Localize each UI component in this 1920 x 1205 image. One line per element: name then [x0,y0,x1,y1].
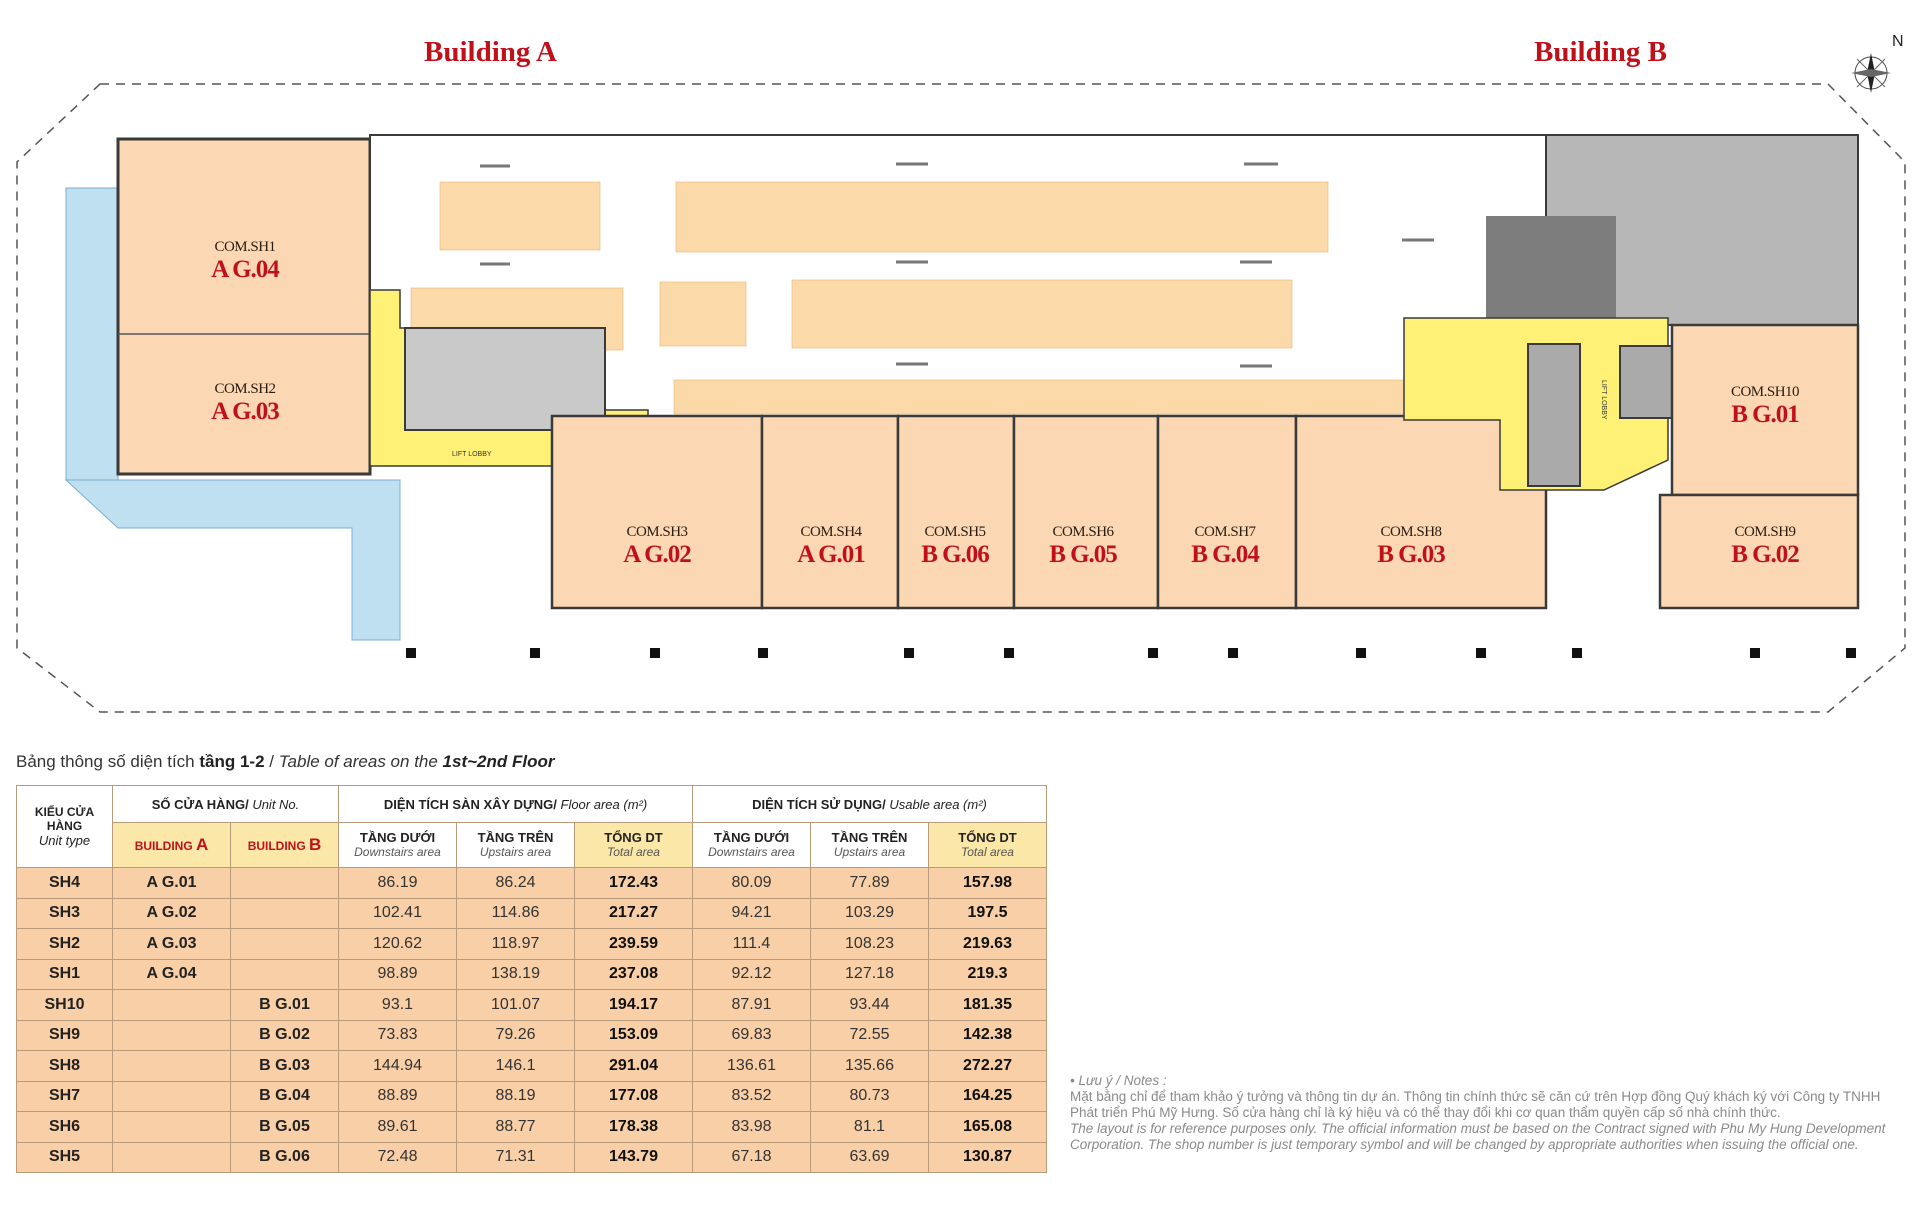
row-usable-upstairs: 93.44 [811,990,929,1021]
row-building-b-unit: B G.06 [231,1142,339,1173]
header-usable-area: DIỆN TÍCH SỬ DỤNG/ Usable area (m²) [693,786,1047,823]
unit-label-sh10: COM.SH10 B G.01 [1730,384,1800,428]
unit-label-sh2: COM.SH2 A G.03 [211,381,279,425]
row-floor-upstairs: 88.77 [457,1112,575,1143]
row-floor-downstairs: 93.1 [339,990,457,1021]
row-unit-type: SH7 [17,1081,113,1112]
table-row [17,990,1047,1021]
row-unit-type: SH2 [17,929,113,960]
row-unit-type: SH6 [17,1112,113,1143]
row-building-a-unit: A G.02 [113,898,231,929]
row-building-b-unit [231,929,339,960]
unit-label-sh7: COM.SH7 B G.04 [1191,524,1259,568]
columns [406,648,1856,658]
row-floor-upstairs: 118.97 [457,929,575,960]
row-usable-downstairs: 80.09 [693,868,811,899]
unit-label-sh5: COM.SH5 B G.06 [921,524,989,568]
header-usable-total: TỔNG DT Total area [929,823,1047,868]
header-floor-upstairs: TẦNG TRÊN Upstairs area [457,823,575,868]
table-row [17,1051,1047,1082]
row-floor-total: 153.09 [575,1020,693,1051]
unit-label-sh4: COM.SH4 A G.01 [797,524,865,568]
row-floor-total: 143.79 [575,1142,693,1173]
row-usable-total: 219.3 [929,959,1047,990]
row-usable-downstairs: 69.83 [693,1020,811,1051]
row-usable-total: 157.98 [929,868,1047,899]
row-floor-upstairs: 86.24 [457,868,575,899]
row-unit-type: SH3 [17,898,113,929]
row-floor-total: 217.27 [575,898,693,929]
unit-label-sh9: COM.SH9 B G.02 [1731,524,1799,568]
lift-lobby-a-label: LIFT LOBBY [452,451,492,458]
row-usable-upstairs: 81.1 [811,1112,929,1143]
lift-lobby-b-label: LIFT LOBBY [1600,380,1607,420]
caption-vi-bold: tầng 1-2 [199,752,265,771]
row-building-a-unit [113,1142,231,1173]
row-building-a-unit: A G.04 [113,959,231,990]
row-unit-type: SH1 [17,959,113,990]
header-unit-type: KIỂU CỬA HÀNG Unit type [17,786,113,868]
header-floor-area: DIỆN TÍCH SÀN XÂY DỰNG/ Floor area (m²) [339,786,693,823]
row-usable-downstairs: 87.91 [693,990,811,1021]
unit-label-sh8: COM.SH8 B G.03 [1377,524,1445,568]
row-building-a-unit [113,1051,231,1082]
row-floor-total: 239.59 [575,929,693,960]
row-floor-downstairs: 102.41 [339,898,457,929]
core-b-lifts [1620,346,1672,418]
compass-north-label: N [1892,33,1904,50]
row-floor-upstairs: 138.19 [457,959,575,990]
row-floor-total: 178.38 [575,1112,693,1143]
table-row [17,1081,1047,1112]
row-usable-downstairs: 111.4 [693,929,811,960]
row-building-a-unit: A G.01 [113,868,231,899]
row-building-a-unit [113,1081,231,1112]
row-floor-upstairs: 88.19 [457,1081,575,1112]
row-floor-downstairs: 98.89 [339,959,457,990]
caption-sep: / [264,752,279,771]
row-floor-upstairs: 101.07 [457,990,575,1021]
header-usable-upstairs: TẦNG TRÊN Upstairs area [811,823,929,868]
header-usable-downstairs: TẦNG DƯỚI Downstairs area [693,823,811,868]
row-floor-downstairs: 89.61 [339,1112,457,1143]
row-floor-total: 172.43 [575,868,693,899]
row-usable-upstairs: 127.18 [811,959,929,990]
stair-b [1528,344,1580,486]
areas-table [16,785,1047,1173]
header-floor-downstairs: TẦNG DƯỚI Downstairs area [339,823,457,868]
row-building-b-unit: B G.04 [231,1081,339,1112]
row-floor-total: 291.04 [575,1051,693,1082]
row-usable-total: 197.5 [929,898,1047,929]
row-usable-upstairs: 103.29 [811,898,929,929]
row-usable-total: 181.35 [929,990,1047,1021]
notes [1070,1073,1910,1153]
row-usable-total: 142.38 [929,1020,1047,1051]
row-usable-downstairs: 67.18 [693,1142,811,1173]
row-usable-upstairs: 72.55 [811,1020,929,1051]
row-usable-total: 272.27 [929,1051,1047,1082]
row-building-b-unit [231,959,339,990]
row-building-b-unit: B G.02 [231,1020,339,1051]
row-building-b-unit: B G.03 [231,1051,339,1082]
row-floor-downstairs: 73.83 [339,1020,457,1051]
row-usable-downstairs: 83.98 [693,1112,811,1143]
notes-vi: Mặt bằng chỉ để tham khảo ý tưởng và thông tin dự án. Thông tin chính thức sẽ căn cứ trên Hợp đồng Quý khách ký với Công ty TNHH Phát triển Phú Mỹ Hưng. Số cửa hàng chỉ là ký hiệu và có thể thay đổi khi cơ quan thẩm quyền cấp số nhà chính thức. [1070,1089,1881,1120]
unit-label-sh6: COM.SH6 B G.05 [1049,524,1117,568]
header-building-b: BUILDING B [231,823,339,868]
core-a [405,328,605,430]
table-row [17,1020,1047,1051]
row-usable-total: 164.25 [929,1081,1047,1112]
row-usable-downstairs: 83.52 [693,1081,811,1112]
row-usable-upstairs: 77.89 [811,868,929,899]
bottom-shops [552,416,1546,608]
row-floor-total: 237.08 [575,959,693,990]
row-floor-downstairs: 86.19 [339,868,457,899]
row-unit-type: SH8 [17,1051,113,1082]
building-a-title: Building A [424,36,557,68]
row-usable-upstairs: 108.23 [811,929,929,960]
row-unit-type: SH10 [17,990,113,1021]
row-floor-downstairs: 144.94 [339,1051,457,1082]
row-floor-upstairs: 79.26 [457,1020,575,1051]
row-floor-upstairs: 114.86 [457,898,575,929]
unit-label-sh3: COM.SH3 A G.02 [623,524,691,568]
row-building-a-unit [113,990,231,1021]
row-building-b-unit [231,868,339,899]
header-unit-no: SỐ CỬA HÀNG/ Unit No. [113,786,339,823]
row-usable-total: 219.63 [929,929,1047,960]
row-usable-upstairs: 135.66 [811,1051,929,1082]
unit-label-sh1: COM.SH1 A G.04 [211,239,279,283]
caption-en: Table of areas on the [278,752,443,771]
table-row [17,868,1047,899]
header-building-a: BUILDING A [113,823,231,868]
core-b-dark [1486,216,1616,320]
row-floor-upstairs: 71.31 [457,1142,575,1173]
row-unit-type: SH4 [17,868,113,899]
row-building-b-unit: B G.01 [231,990,339,1021]
table-row [17,898,1047,929]
notes-title: • Lưu ý / Notes : [1070,1073,1167,1088]
row-floor-total: 177.08 [575,1081,693,1112]
row-usable-upstairs: 63.69 [811,1142,929,1173]
row-floor-total: 194.17 [575,990,693,1021]
header-floor-total: TỔNG DT Total area [575,823,693,868]
table-row [17,959,1047,990]
notes-en: The layout is for reference purposes only. The official information must be based on the Contract signed with Phu My Hung Development Corporation. The shop number is just temporary symbol and will be changed by appropriate authorities when issuing the official one. [1070,1121,1886,1152]
row-floor-downstairs: 88.89 [339,1081,457,1112]
caption-en-bold: 1st~2nd Floor [442,752,555,771]
caption-vi: Bảng thông số diện tích [16,752,200,771]
row-floor-downstairs: 120.62 [339,929,457,960]
row-building-b-unit: B G.05 [231,1112,339,1143]
row-unit-type: SH9 [17,1020,113,1051]
row-building-a-unit [113,1020,231,1051]
row-usable-downstairs: 94.21 [693,898,811,929]
row-usable-downstairs: 92.12 [693,959,811,990]
row-unit-type: SH5 [17,1142,113,1173]
table-row [17,1142,1047,1173]
row-floor-downstairs: 72.48 [339,1142,457,1173]
row-usable-upstairs: 80.73 [811,1081,929,1112]
compass-icon [1851,53,1891,93]
row-building-b-unit [231,898,339,929]
row-usable-total: 130.87 [929,1142,1047,1173]
row-usable-total: 165.08 [929,1112,1047,1143]
table-caption [16,752,554,772]
row-building-a-unit: A G.03 [113,929,231,960]
table-row [17,1112,1047,1143]
row-usable-downstairs: 136.61 [693,1051,811,1082]
row-floor-upstairs: 146.1 [457,1051,575,1082]
table-row [17,929,1047,960]
row-building-a-unit [113,1112,231,1143]
building-b-title: Building B [1534,36,1667,68]
